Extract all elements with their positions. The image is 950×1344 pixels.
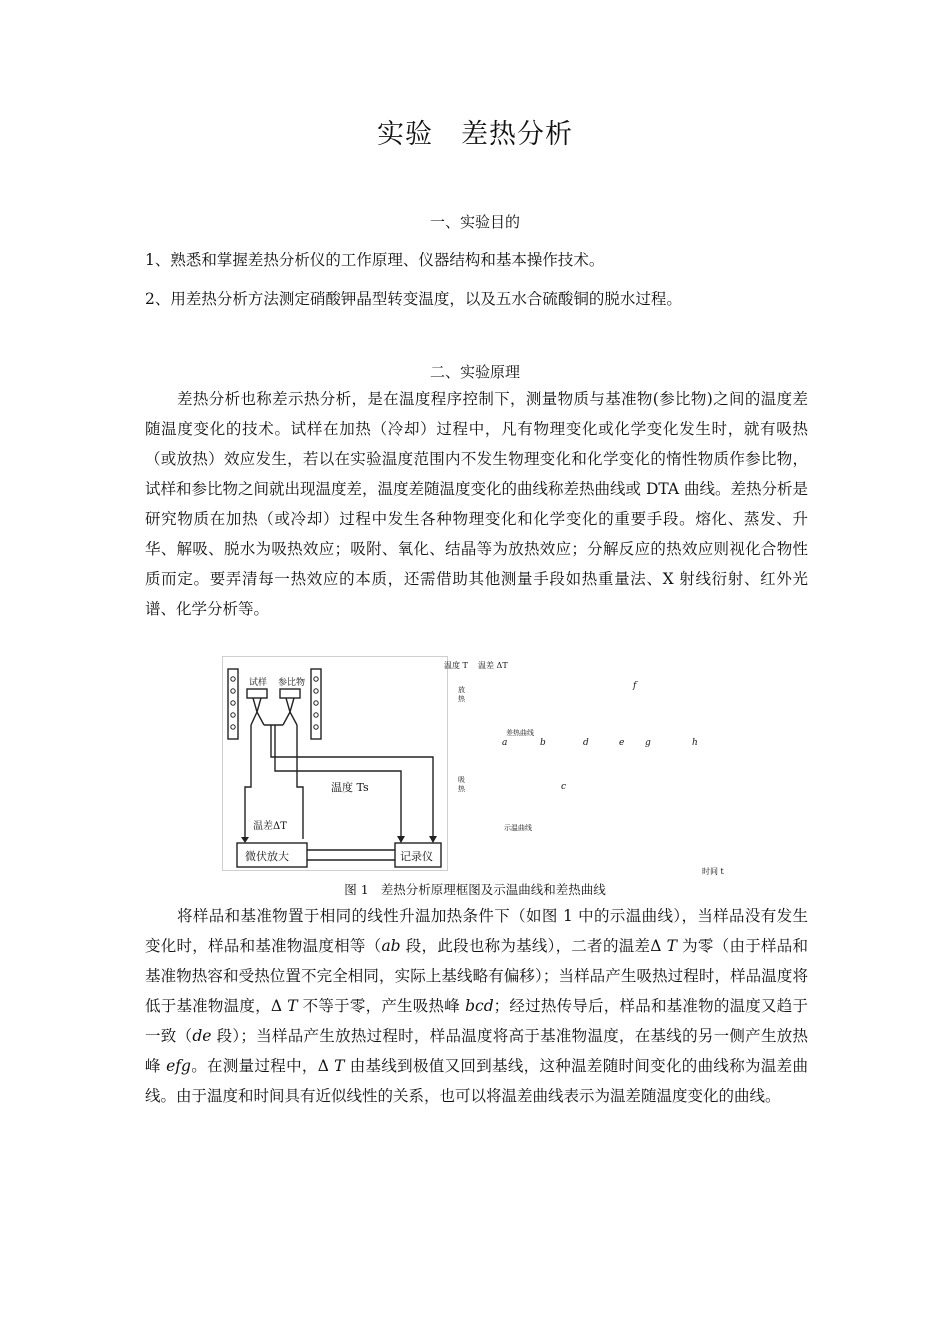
figure-caption-number: 图 1 bbox=[344, 882, 369, 897]
point-label-h: h bbox=[692, 738, 698, 748]
page-title bbox=[0, 112, 950, 151]
principle-paragraph: 差热分析也称差示热分析，是在温度程序控制下，测量物质与基准物(参比物)之间的温度差随温度变化的技术。试样在加热（冷却）过程中，凡有物理变化或化学变化发生时，就有吸热（或放热）效应发生，若以在实验温度范围内不发生物理变化和化学变化的惰性物质作参比物，试样和参比物之间就出现温度差，温度差随温度变化的曲线称差热曲线或 DTA 曲线。差热分析是研究物质在加热（或冷却）过程中发生各种物理变化和化学变化的重要手段。熔化、蒸发、升华、解吸、脱水为吸热效应；吸附、氧化、结晶等为放热效应；分解反应的热效应则视化合物性质而定。要弄清每一热效应的本质，还需借助其他测量手段如热重量法、X 射线衍射、红外光谱、化学分析等。 bbox=[145, 390, 808, 618]
exothermic-label: 放热 bbox=[458, 686, 465, 703]
text-run: ；经过热传导后，样品和基准物的温度又趋于一致（ bbox=[145, 997, 808, 1045]
objective-item-2: 2、用差热分析方法测定硝酸钾晶型转变温度，以及五水合硫酸铜的脱水过程。 bbox=[145, 290, 682, 308]
sample-label: 试样 bbox=[249, 678, 268, 688]
objective-item-1: 1、熟悉和掌握差热分析仪的工作原理、仪器结构和基本操作技术。 bbox=[145, 251, 605, 269]
delta-t-label: 温差ΔT bbox=[253, 821, 287, 832]
point-label-d: d bbox=[583, 738, 589, 748]
point-label-g: g bbox=[645, 738, 651, 748]
text-run: 。在测量过程中，Δ bbox=[190, 1057, 335, 1075]
text-run: 由基线到极值又回到基线，这种温差随时间变化的曲线称为温差曲线。由于温度和时间具有近似线性的关系，也可以将温差曲线表示为温差随温度变化的曲线。 bbox=[145, 1057, 808, 1105]
text-run: 段，此段也称为基线），二者的温差Δ bbox=[400, 937, 667, 955]
italic-term-t: T bbox=[287, 997, 298, 1015]
section-heading-principle: 二、实验原理 bbox=[429, 363, 520, 381]
italic-term-t: T bbox=[334, 1057, 345, 1075]
text-run: 段）；当样品产生放热过程时，样品温度将高于基准物温度，在基线的另一侧产生放热峰 bbox=[145, 1027, 808, 1075]
amplifier-label: 微伏放大 bbox=[245, 850, 289, 863]
section-heading-objectives: 一、实验目的 bbox=[429, 213, 520, 231]
italic-term-t: T bbox=[666, 937, 677, 955]
title-part-1: 实验 bbox=[377, 119, 433, 150]
recorder-label: 记录仪 bbox=[400, 850, 433, 863]
temperature-curve-label: 示温曲线 bbox=[504, 824, 532, 832]
y-axis-label-temperature: 温度 T bbox=[444, 661, 468, 670]
point-label-f: f bbox=[633, 681, 637, 691]
point-label-c: c bbox=[561, 782, 567, 792]
x-axis-label-time: 时间 t bbox=[702, 867, 724, 876]
text-run: 将样品和基准物置于相同的线性升温加热条件下（如图 1 中的示温曲线），当样品没有发生变化时，样品和基准物温度相等（ bbox=[145, 907, 808, 955]
text-run: 为零（由于样品和基准物热容和受热位置不完全相同，实际上基线略有偏移）；当样品产生吸热过程时，样品温度将低于基准物温度，Δ bbox=[145, 937, 808, 1015]
explanation-paragraph bbox=[145, 901, 808, 1111]
dta-block-diagram bbox=[222, 656, 448, 871]
dta-curve-chart bbox=[440, 652, 740, 882]
figure-caption bbox=[0, 880, 950, 898]
point-label-b: b bbox=[540, 738, 546, 748]
figure-caption-text: 差热分析原理框图及示温曲线和差热曲线 bbox=[380, 882, 606, 897]
endothermic-label: 吸热 bbox=[458, 776, 465, 793]
italic-term-ab: ab bbox=[381, 937, 401, 955]
italic-term-de: de bbox=[192, 1027, 212, 1045]
dta-curve-label: 差热曲线 bbox=[506, 729, 534, 737]
dta-block-diagram-drawing bbox=[223, 657, 447, 870]
temp-ts-label: 温度 Ts bbox=[331, 781, 369, 794]
reference-label: 参比物 bbox=[278, 678, 306, 688]
title-part-2: 差热分析 bbox=[461, 119, 573, 150]
text-run: 不等于零，产生吸热峰 bbox=[297, 997, 466, 1015]
italic-term-bcd: bcd bbox=[465, 997, 494, 1015]
point-label-a: a bbox=[502, 738, 508, 748]
point-label-e: e bbox=[619, 738, 625, 748]
y-axis-label-delta-t: 温差 ΔT bbox=[478, 661, 508, 670]
italic-term-efg: efg bbox=[166, 1057, 191, 1075]
